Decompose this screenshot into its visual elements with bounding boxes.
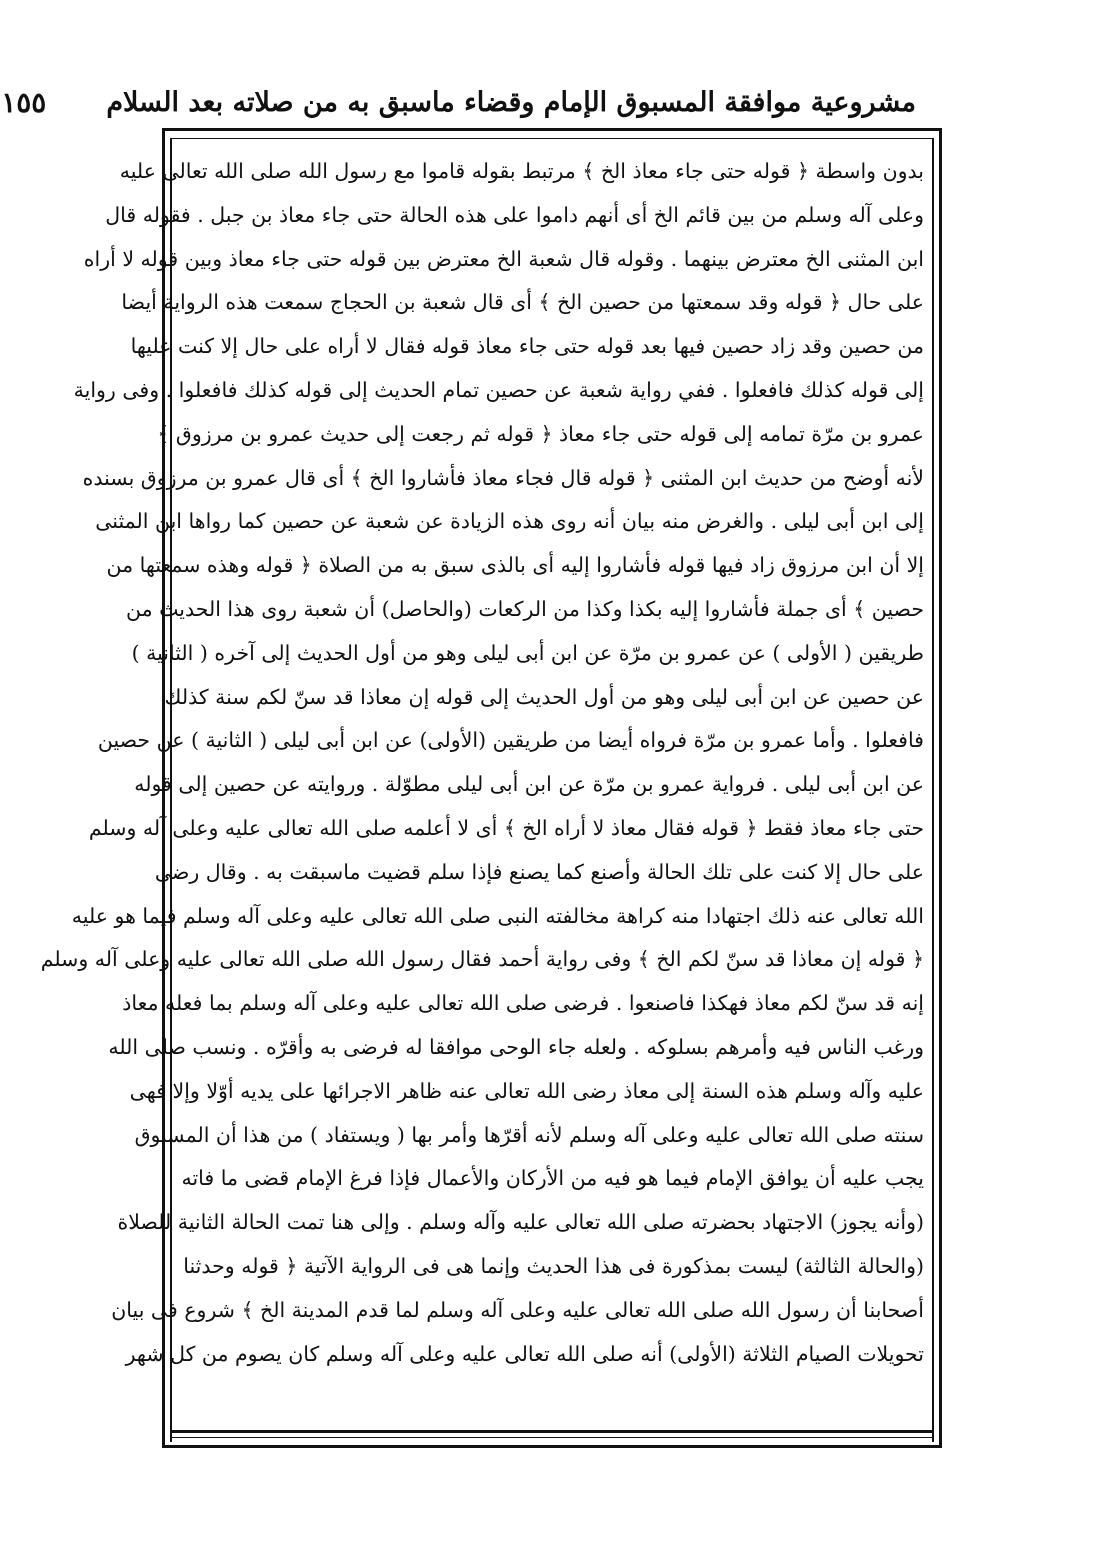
text-line: سنته صلى الله تعالى عليه وعلى آله وسلم لأنه أقرّها وأمر بها ( ويستفاد ) من هذا أن المسبوق bbox=[134, 1122, 924, 1147]
text-line: يجب عليه أن يوافق الإمام فيما هو فيه من الأركان والأعمال فإذا فرغ الإمام قضى ما فاته bbox=[181, 1166, 924, 1191]
text-line: حصين ﴾ أى جملة فأشاروا إليه بكذا وكذا من الركعات (والحاصل) أن شعبة روى هذا الحديث من bbox=[126, 596, 924, 621]
text-line: ورغب الناس فيه وأمرهم بسلوكه . ولعله جاء الوحى موافقا له فرضى به وأقرّه . ونسب صلى الله bbox=[108, 1034, 924, 1059]
text-line: الله تعالى عنه ذلك اجتهادا منه كراهة مخالفته النبى صلى الله تعالى عليه وعلى آله وسلم فيما هو عليه bbox=[71, 903, 924, 928]
body-text bbox=[40, 150, 924, 1420]
text-line: إلى ابن أبى ليلى . والغرض منه بيان أنه روى هذه الزيادة عن شعبة عن حصين كما رواها ابن المثنى bbox=[95, 509, 924, 534]
page-number: ١٥٥ bbox=[1, 85, 47, 119]
text-line: طريقين ( الأولى ) عن عمرو بن مرّة عن ابن أبى ليلى وهو من أول الحديث إلى آخره ( الثانية ) bbox=[131, 640, 924, 665]
page-header bbox=[1, 78, 916, 126]
text-line: وعلى آله وسلم من بين قائم الخ أى أنهم داموا على هذه الحالة حتى جاء معاذ بن جبل . فقوله قال bbox=[105, 202, 924, 227]
text-line: إنه قد سنّ لكم معاذ فهكذا فاصنعوا . فرضى صلى الله تعالى عليه وعلى آله وسلم بما فعله معاذ bbox=[122, 991, 924, 1016]
text-line: لأنه أوضح من حديث ابن المثنى ﴿ قوله قال فجاء معاذ فأشاروا الخ ﴾ أى قال عمرو بن مرزوق بسنده bbox=[82, 465, 924, 490]
text-line: ﴿ قوله إن معاذا قد سنّ لكم الخ ﴾ وفى رواية أحمد فقال رسول الله صلى الله تعالى عليه وعلى آله وسلم bbox=[40, 947, 924, 972]
text-line: تحويلات الصيام الثلاثة (الأولى) أنه صلى الله تعالى عليه وعلى آله وسلم كان يصوم من كل شهر bbox=[125, 1341, 924, 1366]
text-line: ابن المثنى الخ معترض بينهما . وقوله قال شعبة الخ معترض بين قوله حتى جاء معاذ وبين قوله لا أراه bbox=[83, 246, 924, 271]
text-line: على حال ﴿ قوله وقد سمعتها من حصين الخ ﴾ أى قال شعبة بن الحجاج سمعت هذه الرواية أيضا bbox=[121, 290, 924, 315]
text-line: إلا أن ابن مرزوق زاد فيها قوله فأشاروا إليه أى بالذى سبق به من الصلاة ﴿ قوله وهذه سمعتها من bbox=[106, 553, 924, 578]
running-title: مشروعية موافقة المسبوق الإمام وقضاء ماسبق به من صلاته بعد السلام bbox=[106, 86, 916, 118]
text-line: حتى جاء معاذ فقط ﴿ قوله فقال معاذ لا أراه الخ ﴾ أى لا أعلمه صلى الله تعالى عليه وعلى آله وسلم bbox=[88, 815, 924, 840]
text-line: (والحالة الثالثة) ليست بمذكورة فى هذا الحديث وإنما هى فى الرواية الآتية ﴿ قوله وحدثنا bbox=[183, 1253, 924, 1278]
bottom-rule-thin bbox=[170, 1437, 934, 1438]
text-line: بدون واسطة ﴿ قوله حتى جاء معاذ الخ ﴾ مرتبط بقوله قاموا مع رسول الله صلى الله تعالى عليه bbox=[119, 159, 924, 183]
text-line: على حال إلا كنت على تلك الحالة وأصنع كما يصنع فإذا سلم قضيت ماسبقت به . وقال رضى bbox=[154, 859, 924, 884]
text-line: من حصين وقد زاد حصين فيها بعد قوله حتى جاء معاذ قوله فقال لا أراه على حال إلا كنت عليها bbox=[130, 334, 924, 359]
text-line: عن حصين عن ابن أبى ليلى وهو من أول الحديث إلى قوله إن معاذا قد سنّ لكم سنة كذلك bbox=[164, 684, 924, 709]
text-line: إلى قوله كذلك فافعلوا . ففي رواية شعبة عن حصين تمام الحديث إلى قوله كذلك فافعلوا . وفى رواية bbox=[73, 377, 924, 402]
text-line: عليه وآله وسلم هذه السنة إلى معاذ رضى الله تعالى عنه ظاهر الاجرائها على يديه أوّلا وإلا فهى bbox=[129, 1078, 924, 1103]
text-line: عن ابن أبى ليلى . فرواية عمرو بن مرّة عن ابن أبى ليلى مطوّلة . وروايته عن حصين إلى قوله bbox=[134, 772, 924, 797]
text-line: أصحابنا أن رسول الله صلى الله تعالى عليه وعلى آله وسلم لما قدم المدينة الخ ﴾ شروع فى بيان bbox=[111, 1297, 924, 1322]
text-line: عمرو بن مرّة تمامه إلى قوله حتى جاء معاذ ﴿ قوله ثم رجعت إلى حديث عمرو بن مرزوق ﴾ bbox=[157, 421, 924, 446]
text-line: (وأنه يجوز) الاجتهاد بحضرته صلى الله تعالى عليه وآله وسلم . وإلى هنا تمت الحالة الثانية للصلاة bbox=[117, 1210, 924, 1235]
bottom-rule bbox=[170, 1430, 934, 1433]
text-line: فافعلوا . وأما عمرو بن مرّة فرواه أيضا من طريقين (الأولى) عن ابن أبى ليلى ( الثانية ) عن حصين bbox=[97, 728, 924, 753]
